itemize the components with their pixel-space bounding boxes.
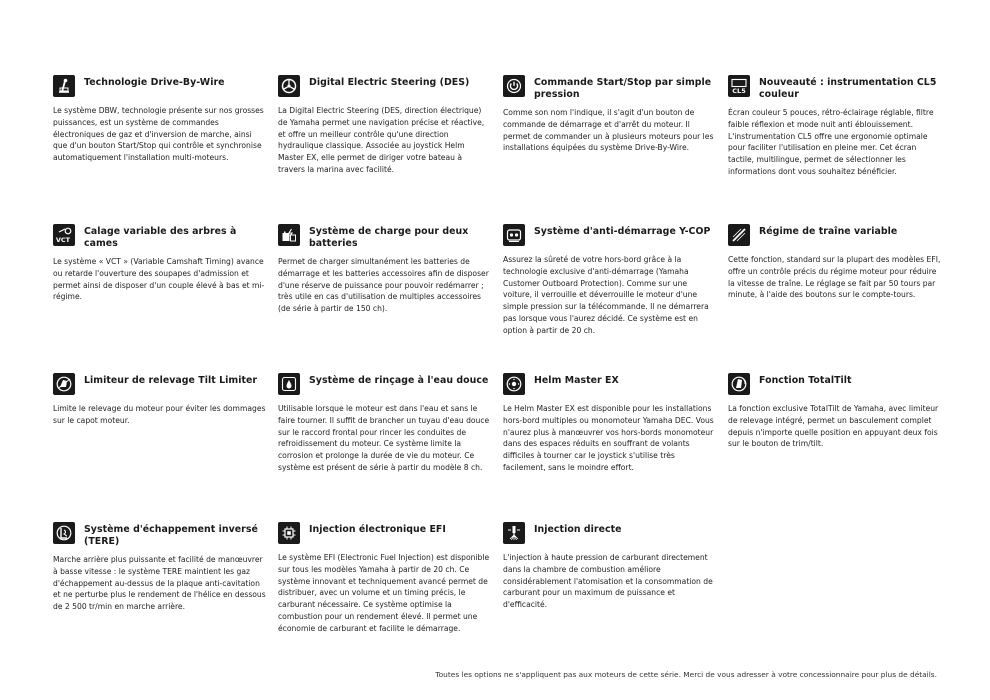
feature-digital-electric-steering [278,75,491,176]
feature-header [53,224,266,250]
feature-start-stop [503,75,716,154]
feature-header [728,224,941,248]
feature-tilt-limiter [53,373,266,427]
feature-efi-injection [278,522,491,635]
throttle-lever-icon [53,75,75,97]
vct-camshaft-icon [53,224,75,246]
feature-description: La Digital Electric Steering (DES, direction électrique) de Yamaha permet une navigation précise et réactive, et offre un meilleur contrôle qu'une direction hydraulique classique. Associée au joystick Helm Master EX, elle permet de diriger votre bateau à travers la marina avec facilité. [278,106,485,174]
feature-title: Système de rinçage à l'eau douce [309,375,489,386]
feature-description: Comme son nom l'indique, il s'agit d'un bouton de commande de démarrage et d'arrêt du moteur. Il permet de commander un à plusieurs moteurs pour les installations équipées du système Drive-By-Wire. [503,108,714,153]
feature-ycop-immobilizer [503,224,716,337]
feature-helm-master-ex [503,373,716,474]
feature-variable-camshaft [53,224,266,303]
steering-wheel-icon [278,75,300,97]
feature-description: Cette fonction, standard sur la plupart des modèles EFI, offre un contrôle précis du régime moteur pour réduire la vitesse de traîne. Le réglage se fait par 50 tours par minute, à l'aide des boutons sur le compte-tours. [728,255,941,300]
exhaust-icon [53,522,75,544]
feature-title: Fonction TotalTilt [759,375,852,386]
vct-badge: VCT [55,236,71,244]
feature-header [503,224,716,248]
feature-drive-by-wire [53,75,266,164]
tilt-limiter-icon [53,373,75,395]
feature-description: Permet de charger simultanément les batteries de démarrage et les batteries accessoires afin de disposer d'une réserve de puissance pour pouvoir redémarrer ; très utile en cas d'utilisation de multiples accessoires (de série à partir de 150 ch). [278,257,489,314]
remote-key-icon [503,224,525,246]
feature-cl5-instrumentation [728,75,941,178]
feature-header [53,373,266,397]
efi-chip-icon [278,522,300,544]
feature-header [728,373,941,397]
feature-header [278,224,491,250]
feature-header [503,522,716,546]
feature-header [278,522,491,546]
feature-direct-injection [503,522,716,611]
water-flush-icon [278,373,300,395]
direct-injection-icon [503,522,525,544]
feature-description: Le système « VCT » (Variable Camshaft Timing) avance ou retarde l'ouverture des soupapes d'admission et permet ainsi de disposer d'un couple élevé à bas et mi-régime. [53,257,265,302]
feature-title: Digital Electric Steering (DES) [309,77,470,88]
feature-description: Marche arrière plus puissante et facilité de manœuvrer à basse vitesse : le système TERE maintient les gaz d'échappement au-dessus de la plaque anti-cavitation et ne perturbe plus le rendement de l'hélice en dessous de 2 500 tr/min en marche arrière. [53,555,266,612]
feature-description: Écran couleur 5 pouces, rétro-éclairage réglable, filtre faible réflexion et mode nuit anti éblouissement. L'instrumentation CL5 offre une ergonomie optimale pour faciliter l'utilisation en pleine mer. Cet écran tactile, multilingue, permet de sélectionner les informations dont vous souhaitez bénéficier. [728,108,934,176]
feature-description: L'injection à haute pression de carburant directement dans la chambre de combustion améliore considérablement l'atomisation et la consommation de carburant pour un maximum de puissance et d'efficacité. [503,553,713,610]
feature-description: Utilisable lorsque le moteur est dans l'eau et sans le faire tourner. Il suffit de brancher un tuyau d'eau douce sur le raccord frontal pour rincer les conduites de refroidissement du moteur. Ce système limite la corrosion et prolonge la durée de vie du moteur. Ce système est présent de série à partir du modèle 8 ch. [278,404,490,472]
feature-header [278,75,491,99]
feature-description: Le système EFI (Electronic Fuel Injection) est disponible sur tous les modèles Yamaha à partir de 20 ch. Ce système innovant et techniquement avancé permet de distribuer, avec un volume et un timing précis, le carburant nécessaire. Ce système optimise la combustion pour un rendement élevé. Il permet une économie de carburant et facilite le démarrage. [278,553,490,633]
feature-header [503,75,716,101]
feature-variable-trolling [728,224,941,301]
feature-description: Le système DBW, technologie présente sur nos grosses puissances, est un système de commandes électroniques de gaz et d'inversion de marche, ainsi que d'un bouton Start/Stop qui contrôle et synchronise automatiquement l'installation multi-moteurs. [53,106,264,163]
joystick-icon [503,373,525,395]
feature-title: Système d'anti-démarrage Y-COP [534,226,711,237]
feature-description: Assurez la sûreté de votre hors-bord grâce à la technologie exclusive d'anti-démarrage (Yamaha Customer Outboard Protection). Comme sur une voiture, il verrouille et déverrouille le moteur d'une simple pression sur la télécommande. Il ne démarrera pas lorsque vous l'aurez décidé. Ce système est en option à partir de 20 ch. [503,255,709,335]
cl5-display-icon [728,75,750,97]
feature-title: Calage variable des arbres à cames [84,226,237,249]
feature-description: La fonction exclusive TotalTilt de Yamaha, avec limiteur de relevage intégré, permet un basculement complet depuis n'importe quelle position en appuyant deux fois sur le bouton de trim/tilt. [728,404,939,449]
feature-title: Helm Master EX [534,375,619,386]
feature-title: Technologie Drive-By-Wire [84,77,225,88]
feature-title: Système de charge pour deux batteries [309,226,469,249]
cl5-badge: CL5 [732,87,746,95]
total-tilt-icon [728,373,750,395]
footnote: Toutes les options ne s'appliquent pas aux moteurs de cette série. Merci de vous adresser à votre concessionnaire pour plus de détails. [435,670,937,679]
feature-title: Nouveauté : instrumentation CL5 couleur [759,77,937,100]
battery-charge-icon [278,224,300,246]
power-button-icon [503,75,525,97]
feature-title: Système d'échappement inversé (TERE) [84,524,258,547]
feature-header [53,522,266,548]
feature-header [278,373,491,397]
feature-title: Limiteur de relevage Tilt Limiter [84,375,258,386]
feature-title: Commande Start/Stop par simple pression [534,77,712,100]
feature-header [53,75,266,99]
feature-title: Injection électronique EFI [309,524,446,535]
feature-tere-exhaust [53,522,266,613]
feature-total-tilt [728,373,941,450]
feature-description: Limite le relevage du moteur pour éviter les dommages sur le capot moteur. [53,404,266,425]
feature-freshwater-flush [278,373,491,474]
feature-title: Régime de traîne variable [759,226,898,237]
feature-header [728,75,941,101]
feature-dual-battery-charging [278,224,491,315]
feature-header [503,373,716,397]
feature-title: Injection directe [534,524,622,535]
trolling-speed-icon [728,224,750,246]
feature-description: Le Helm Master EX est disponible pour les installations hors-bord multiples ou monomoteur Yamaha DEC. Vous n'aurez plus à manœuvrer vos hors-bords monomoteur dans des espaces réduits en souffrant de volants difficiles à tourner car le joystick s'utilise très facilement, sans le moindre effort. [503,404,714,472]
